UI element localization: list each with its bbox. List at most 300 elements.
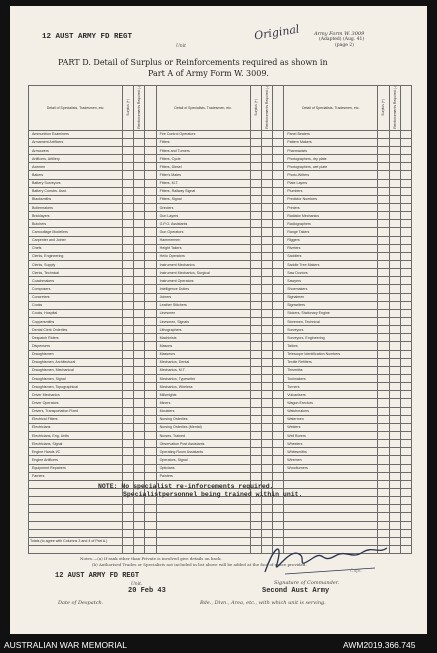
entry-cell	[400, 529, 411, 537]
entry-cell	[145, 301, 156, 309]
commander-signature	[255, 534, 395, 578]
entry-cell	[389, 293, 400, 301]
entry-cell	[250, 415, 261, 423]
entry-cell	[389, 383, 400, 391]
entry-cell	[400, 293, 411, 301]
unit-label: Unit	[176, 44, 186, 49]
note-line-1: NOTE: No specialist re-inforcements required.	[98, 483, 274, 490]
entry-cell	[250, 228, 261, 236]
specialist-cell: Wiremen	[284, 456, 378, 464]
entry-cell	[378, 187, 389, 195]
entry-cell	[378, 342, 389, 350]
table-row	[29, 358, 412, 366]
entry-cell	[145, 513, 156, 521]
specialist-cell: Despatch Riders	[29, 334, 123, 342]
entry-cell	[378, 431, 389, 439]
entry-cell	[145, 448, 156, 456]
specialist-cell: Stokers, Stationary Engine	[284, 309, 378, 317]
entry-cell	[123, 431, 134, 439]
entry-cell	[400, 220, 411, 228]
entry-cell	[389, 472, 400, 480]
entry-cell	[400, 366, 411, 374]
specialist-cell: Plumbers	[284, 187, 378, 195]
entry-cell	[261, 195, 272, 203]
entry-cell	[145, 244, 156, 252]
entry-cell	[400, 488, 411, 496]
entry-cell	[134, 545, 145, 553]
specialist-cell: Operating Room Assistants	[156, 448, 250, 456]
entry-cell	[389, 212, 400, 220]
note-a: Notes.—(a) If rank other than Private is involved give details on back.	[80, 556, 222, 561]
specialist-cell: Tinsmiths	[284, 366, 378, 374]
table-row	[29, 334, 412, 342]
entry-cell	[250, 269, 261, 277]
entry-cell	[250, 252, 261, 260]
col-reinf-header	[389, 86, 400, 131]
specialist-cell: Armament Artificers	[29, 138, 123, 146]
specialist-cell: Concreters	[29, 293, 123, 301]
entry-cell	[389, 228, 400, 236]
entry-cell	[400, 505, 411, 513]
table-row	[29, 293, 412, 301]
entry-cell	[261, 423, 272, 431]
footer-accession: AWM2019.366.745	[343, 640, 416, 650]
entry-cell	[250, 334, 261, 342]
entry-cell	[145, 147, 156, 155]
col-reinf-label: Reinforcements Required (-)	[137, 86, 142, 129]
table-row	[29, 366, 412, 374]
specialist-cell: Carpenter and Joiner	[29, 236, 123, 244]
entry-cell	[134, 415, 145, 423]
entry-cell	[273, 179, 284, 187]
entry-cell	[261, 244, 272, 252]
entry-cell	[378, 375, 389, 383]
col-blank-header	[400, 86, 411, 131]
entry-cell	[145, 383, 156, 391]
entry-cell	[389, 391, 400, 399]
entry-cell	[389, 399, 400, 407]
entry-cell	[273, 480, 284, 488]
col-surplus-label: Surplus (+)	[381, 99, 386, 116]
entry-cell	[400, 431, 411, 439]
entry-cell	[378, 252, 389, 260]
specialist-cell: Clerks, Engineering	[29, 252, 123, 260]
entry-cell	[134, 423, 145, 431]
specialist-cell: Mechanics, M.T.	[156, 366, 250, 374]
specialist-cell: Chefs	[29, 244, 123, 252]
entry-cell	[273, 472, 284, 480]
entry-cell	[134, 277, 145, 285]
entry-cell	[389, 521, 400, 529]
entry-cell	[378, 366, 389, 374]
specialist-cell: Instrument Mechanics, Surgical	[156, 269, 250, 277]
entry-cell	[378, 212, 389, 220]
table-row	[29, 383, 412, 391]
entry-cell	[261, 521, 272, 529]
specialist-cell: Riggers	[284, 236, 378, 244]
entry-cell	[378, 269, 389, 277]
entry-cell	[134, 399, 145, 407]
entry-cell	[400, 456, 411, 464]
entry-cell	[123, 505, 134, 513]
entry-cell	[29, 521, 123, 529]
entry-cell	[29, 545, 123, 553]
entry-cell	[261, 456, 272, 464]
entry-cell	[273, 244, 284, 252]
specialist-cell: Coppersmiths	[29, 318, 123, 326]
entry-cell	[123, 244, 134, 252]
specialist-cell	[284, 472, 378, 480]
specialist-cell: Printers	[284, 204, 378, 212]
entry-cell	[378, 236, 389, 244]
entry-cell	[400, 399, 411, 407]
page-title-line1: PART D. Detail of Surplus or Reinforcements required as shown in	[58, 58, 328, 67]
table-row	[29, 472, 412, 480]
entry-cell	[273, 448, 284, 456]
specialist-cell: Leather Stitchers	[156, 301, 250, 309]
specialist-cell: Axemen	[29, 163, 123, 171]
specialist-cell: Telescope Identification Numbers	[284, 350, 378, 358]
entry-cell	[284, 513, 378, 521]
specialist-cell: Masons	[156, 342, 250, 350]
entry-cell	[389, 456, 400, 464]
entry-cell	[389, 220, 400, 228]
entry-cell	[261, 187, 272, 195]
entry-cell	[250, 399, 261, 407]
signature-unit-typed: 12 AUST ARMY FD REGT	[55, 572, 140, 580]
entry-cell	[123, 220, 134, 228]
entry-cell	[389, 326, 400, 334]
entry-cell	[400, 269, 411, 277]
entry-cell	[134, 472, 145, 480]
entry-cell	[145, 342, 156, 350]
entry-cell	[389, 342, 400, 350]
entry-cell	[378, 456, 389, 464]
entry-cell	[400, 497, 411, 505]
entry-cell	[261, 285, 272, 293]
entry-cell	[273, 171, 284, 179]
entry-cell	[134, 407, 145, 415]
specialist-cell: Drivers, Transportation Fixed	[29, 407, 123, 415]
entry-cell	[250, 407, 261, 415]
table-row	[29, 391, 412, 399]
entry-cell	[134, 358, 145, 366]
specialist-cell: Electricians	[29, 423, 123, 431]
entry-cell	[123, 187, 134, 195]
specialist-cell: Draughtsmen, Topographical	[29, 383, 123, 391]
entry-cell	[123, 163, 134, 171]
entry-cell	[145, 375, 156, 383]
entry-cell	[123, 513, 134, 521]
specialist-cell: Storemen, Technical	[284, 318, 378, 326]
entry-cell	[389, 407, 400, 415]
table-row	[29, 252, 412, 260]
entry-cell	[145, 529, 156, 537]
entry-cell	[273, 375, 284, 383]
entry-cell	[123, 293, 134, 301]
entry-cell	[123, 334, 134, 342]
col-reinf-header	[134, 86, 145, 131]
entry-cell	[145, 521, 156, 529]
entry-cell	[261, 513, 272, 521]
entry-cell	[378, 391, 389, 399]
entry-cell	[250, 293, 261, 301]
entry-cell	[123, 423, 134, 431]
entry-cell	[134, 269, 145, 277]
entry-cell	[156, 505, 250, 513]
entry-cell	[123, 269, 134, 277]
col-surplus-header	[123, 86, 134, 131]
entry-cell	[389, 375, 400, 383]
specialist-cell: Vulcanisers	[284, 391, 378, 399]
entry-cell	[123, 138, 134, 146]
col-reinf-label: Reinforcements Required (-)	[264, 86, 269, 129]
specialist-cell: Dispensers	[29, 342, 123, 350]
entry-cell	[400, 244, 411, 252]
entry-cell	[123, 326, 134, 334]
entry-cell	[123, 204, 134, 212]
table-row	[29, 195, 412, 203]
table-header-row	[29, 86, 412, 131]
entry-cell	[134, 228, 145, 236]
entry-cell	[400, 537, 411, 545]
specialist-cell: Welders	[284, 423, 378, 431]
specialist-cell: Millwrights	[156, 391, 250, 399]
entry-cell	[261, 179, 272, 187]
specialist-cell: Engine Hands I/C	[29, 448, 123, 456]
table-row	[29, 415, 412, 423]
entry-cell	[389, 448, 400, 456]
entry-cell	[273, 350, 284, 358]
entry-cell	[250, 391, 261, 399]
entry-cell	[250, 147, 261, 155]
entry-cell	[400, 285, 411, 293]
entry-cell	[400, 309, 411, 317]
specialist-cell: Well Borers	[284, 431, 378, 439]
specialist-cell: Farriers	[29, 472, 123, 480]
entry-cell	[250, 171, 261, 179]
entry-cell	[261, 415, 272, 423]
entry-cell	[134, 318, 145, 326]
specialist-cell: Riveters	[284, 244, 378, 252]
entry-cell	[250, 212, 261, 220]
entry-cell	[145, 212, 156, 220]
entry-cell	[273, 391, 284, 399]
entry-cell	[134, 179, 145, 187]
entry-cell	[134, 342, 145, 350]
entry-cell	[261, 505, 272, 513]
entry-cell	[145, 195, 156, 203]
entry-cell	[389, 309, 400, 317]
entry-cell	[261, 472, 272, 480]
entry-cell	[123, 456, 134, 464]
entry-cell	[123, 521, 134, 529]
entry-cell	[400, 326, 411, 334]
entry-cell	[400, 350, 411, 358]
note-b: (b) Authorised Trades or Specialists not included in list above will be added at the foot of space provided.	[92, 562, 307, 567]
blank-row	[29, 505, 412, 513]
specialist-cell: Tailors	[284, 342, 378, 350]
specialist-cell: Operators, Signal	[156, 456, 250, 464]
entry-cell	[145, 179, 156, 187]
entry-cell	[123, 383, 134, 391]
specialist-cell: Battery Surveyors	[29, 179, 123, 187]
entry-cell	[378, 513, 389, 521]
entry-cell	[250, 431, 261, 439]
specialist-cell: Instrument Operators	[156, 277, 250, 285]
entry-cell	[250, 326, 261, 334]
entry-cell	[400, 187, 411, 195]
entry-cell	[250, 204, 261, 212]
table-row	[29, 138, 412, 146]
entry-cell	[400, 440, 411, 448]
entry-cell	[123, 228, 134, 236]
entry-cell	[156, 545, 250, 553]
entry-cell	[261, 155, 272, 163]
entry-cell	[123, 440, 134, 448]
entry-cell	[273, 220, 284, 228]
entry-cell	[250, 195, 261, 203]
entry-cell	[145, 204, 156, 212]
specialist-cell: Fitters, M.T.	[156, 179, 250, 187]
entry-cell	[400, 147, 411, 155]
specialist-cell: Driver Mechanics	[29, 391, 123, 399]
specialist-cell: Armourers	[29, 147, 123, 155]
specialist-cell: Clerks, Supply	[29, 261, 123, 269]
specialist-cell: Driver Operators	[29, 399, 123, 407]
entry-cell	[400, 301, 411, 309]
entry-cell	[378, 326, 389, 334]
entry-cell	[123, 130, 134, 138]
entry-cell	[378, 163, 389, 171]
specialist-cell: Equipment Repairers	[29, 464, 123, 472]
specialist-cell: Composers	[29, 285, 123, 293]
entry-cell	[250, 423, 261, 431]
specialist-cell: Saddlers	[284, 252, 378, 260]
entry-cell	[378, 488, 389, 496]
entry-cell	[250, 220, 261, 228]
entry-cell	[400, 155, 411, 163]
entry-cell	[145, 309, 156, 317]
entry-cell	[400, 448, 411, 456]
entry-cell	[261, 342, 272, 350]
col-reinf-header	[261, 86, 272, 131]
form-page-number: (page 2)	[335, 43, 354, 48]
entry-cell	[273, 399, 284, 407]
table-row	[29, 318, 412, 326]
entry-cell	[250, 187, 261, 195]
entry-cell	[389, 261, 400, 269]
entry-cell	[378, 464, 389, 472]
entry-cell	[261, 391, 272, 399]
entry-cell	[389, 440, 400, 448]
table-row	[29, 236, 412, 244]
entry-cell	[389, 301, 400, 309]
entry-cell	[400, 138, 411, 146]
entry-cell	[261, 318, 272, 326]
specialist-cell: Lithographers	[156, 326, 250, 334]
entry-cell	[123, 350, 134, 358]
specialist-cell: Battery Comdrs. Asst.	[29, 187, 123, 195]
entry-cell	[261, 309, 272, 317]
entry-cell	[145, 228, 156, 236]
specialist-cell: Nurses, Trained	[156, 431, 250, 439]
specialist-cell: Photographers, dry plate	[284, 155, 378, 163]
archive-footer	[0, 636, 437, 653]
entry-cell	[250, 138, 261, 146]
entry-cell	[378, 228, 389, 236]
table-row	[29, 301, 412, 309]
entry-cell	[389, 366, 400, 374]
entry-cell	[389, 480, 400, 488]
entry-cell	[389, 464, 400, 472]
specialist-cell: Linesmen	[156, 309, 250, 317]
entry-cell	[389, 358, 400, 366]
entry-cell	[273, 334, 284, 342]
specialist-cell: Whitesmiths	[284, 448, 378, 456]
entry-cell	[145, 350, 156, 358]
specialist-cell: Nursing Orderlies	[156, 415, 250, 423]
entry-cell	[400, 464, 411, 472]
entry-cell	[400, 383, 411, 391]
table-row	[29, 440, 412, 448]
formation-label: Bde., Divn., Area, etc., with which unit is serving.	[200, 600, 326, 606]
entry-cell	[261, 138, 272, 146]
entry-cell	[389, 130, 400, 138]
entry-cell	[145, 505, 156, 513]
specialist-cell: Radiator Mechanics	[284, 212, 378, 220]
entry-cell	[261, 326, 272, 334]
entry-cell	[250, 130, 261, 138]
entry-cell	[145, 252, 156, 260]
specialist-cell: Cooks, Hospital	[29, 309, 123, 317]
entry-cell	[378, 285, 389, 293]
capt-stamp: Capt.	[350, 569, 363, 574]
entry-cell	[134, 431, 145, 439]
entry-cell	[273, 147, 284, 155]
specialist-cell: Toolmakers	[284, 375, 378, 383]
entry-cell	[273, 228, 284, 236]
entry-cell	[273, 138, 284, 146]
entry-cell	[134, 366, 145, 374]
entry-cell	[123, 415, 134, 423]
entry-cell	[123, 366, 134, 374]
specialist-cell: Mechanics, Wireless	[156, 383, 250, 391]
entry-cell	[134, 464, 145, 472]
entry-cell	[123, 212, 134, 220]
specialist-cell: Opticians	[156, 464, 250, 472]
entry-cell	[250, 277, 261, 285]
specialist-cell: Miners	[156, 399, 250, 407]
specialist-cell: Intelligence Duties	[156, 285, 250, 293]
entry-cell	[250, 350, 261, 358]
entry-cell	[134, 187, 145, 195]
entry-cell	[389, 497, 400, 505]
specialist-cell: Draughtsmen, Mechanical	[29, 366, 123, 374]
table-row	[29, 431, 412, 439]
entry-cell	[134, 375, 145, 383]
entry-cell	[378, 293, 389, 301]
table-row	[29, 187, 412, 195]
entry-cell	[250, 456, 261, 464]
original-note: Original	[253, 22, 301, 43]
entry-cell	[261, 383, 272, 391]
entry-cell	[261, 269, 272, 277]
entry-cell	[378, 318, 389, 326]
table-row	[29, 342, 412, 350]
entry-cell	[145, 407, 156, 415]
table-row	[29, 285, 412, 293]
